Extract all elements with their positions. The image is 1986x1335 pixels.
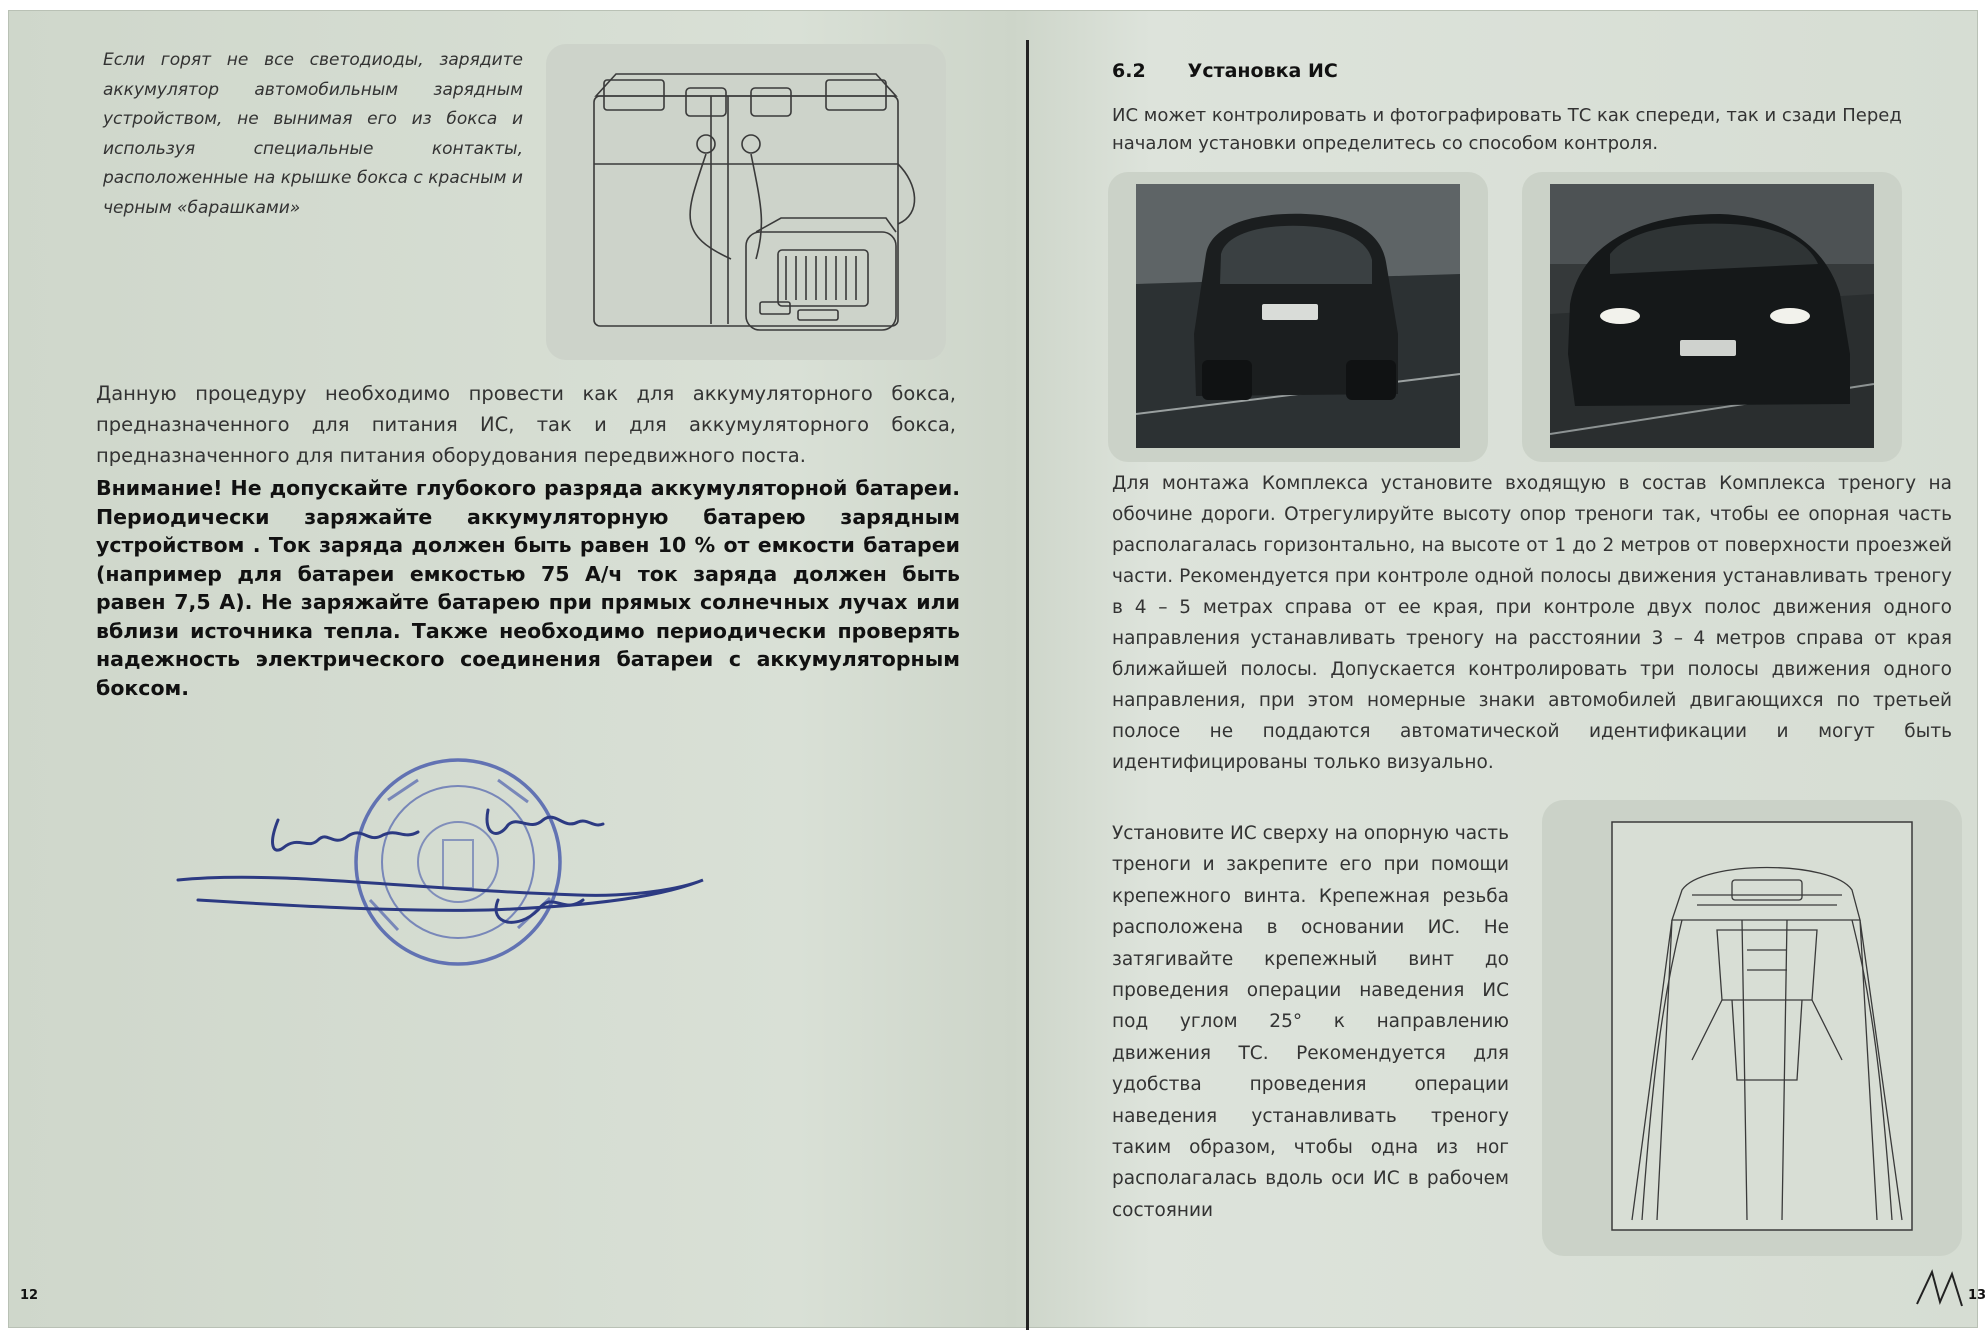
- pen-mark-drawing: [1912, 1264, 1972, 1314]
- right-page: [1032, 10, 1986, 1328]
- warning-paragraph: Внимание! Не допускайте глубокого разряда аккумуляторной батареи. Периодически заряжайте аккумуляторную батарею зарядным устройством . Ток заряда должен быть равен 10 % от емкости батареи (например для батареи емкостью 75 А/ч ток заряда должен быть равен 7,5 А). Не заряжайте батарею при прямых солнечных лучах или вблизи источника тепла. Также необходимо периодически проверять надежность электрического соединения батареи с аккумуляторным боксом.: [96, 476, 960, 700]
- car-front-image: [1550, 184, 1874, 448]
- pen-mark: [1912, 1264, 1972, 1318]
- stamp-signature-drawing: [158, 740, 718, 980]
- rear-view-photo: [1108, 172, 1488, 462]
- section-heading: [1112, 60, 1380, 82]
- battery-charge-note: Если горят не все светодиоды, зарядите аккумулятор автомобильным зарядным устройством, не вынимая его из бокса и используя специальные контакты, расположенные на крышке бокса с красным и черным «барашками»: [103, 50, 523, 218]
- front-view-photo: [1522, 172, 1902, 462]
- page-number-left: 12: [20, 1288, 39, 1303]
- signature-stamp: [158, 740, 718, 980]
- section-title: Установка ИС: [1187, 60, 1338, 82]
- left-page: [8, 10, 1024, 1328]
- tripod-illustration: [1542, 800, 1962, 1256]
- car-rear-image: [1136, 184, 1460, 448]
- mount-instructions: Для монтажа Комплекса установите входящую в состав Комплекса треногу на обочине дороги. Отрегулируйте высоту опор треноги так, чтобы ее опорная часть располагалась горизонтально, на высоте от 1 до 2 метров от поверхности проезжей части. Рекомендуется при контроле одной полосы движения устанавливать треногу в 4 – 5 метрах справа от ее края, при контроле двух полос движения одного направления устанавливать треногу на расстоянии 3 – 4 метров справа от края ближайшей полосы. Допускается контролировать три полосы движения одного направления, при этом номерные знаки автомобилей двигающихся по третьей полосе не поддаются автоматической идентификации и могут быть идентифицированы только визуально.: [1112, 473, 1952, 773]
- document-spread: [8, 10, 1986, 1328]
- tripod-drawing: [1542, 800, 1962, 1256]
- page-number-right: 13: [1968, 1288, 1986, 1303]
- section-intro: ИС может контролировать и фотографировать ТС как спереди, так и сзади Перед началом установки определитесь со способом контроля.: [1112, 105, 1902, 154]
- procedure-paragraph: Данную процедуру необходимо провести как для аккумуляторного бокса, предназначенного для питания ИС, так и для аккумуляторного бокса, предназначенного для питания оборудования передвижного поста.: [96, 382, 956, 467]
- tripod-instructions: Установите ИС сверху на опорную часть треноги и закрепите его при помощи крепежного винта. Крепежная резьба расположена в основании ИС. Не затягивайте крепежный винт до проведения операции наведения ИС под углом 25° к направлению движения ТС. Рекомендуется для удобства проведения операции наведения устанавливать треногу таким образом, чтобы одна из ног располагалась вдоль оси ИС в рабочем состоянии: [1112, 823, 1509, 1221]
- battery-box-drawing: [546, 44, 946, 360]
- section-number: 6.2: [1112, 60, 1146, 82]
- book-spine: [1026, 40, 1029, 1330]
- battery-box-illustration: [546, 44, 946, 360]
